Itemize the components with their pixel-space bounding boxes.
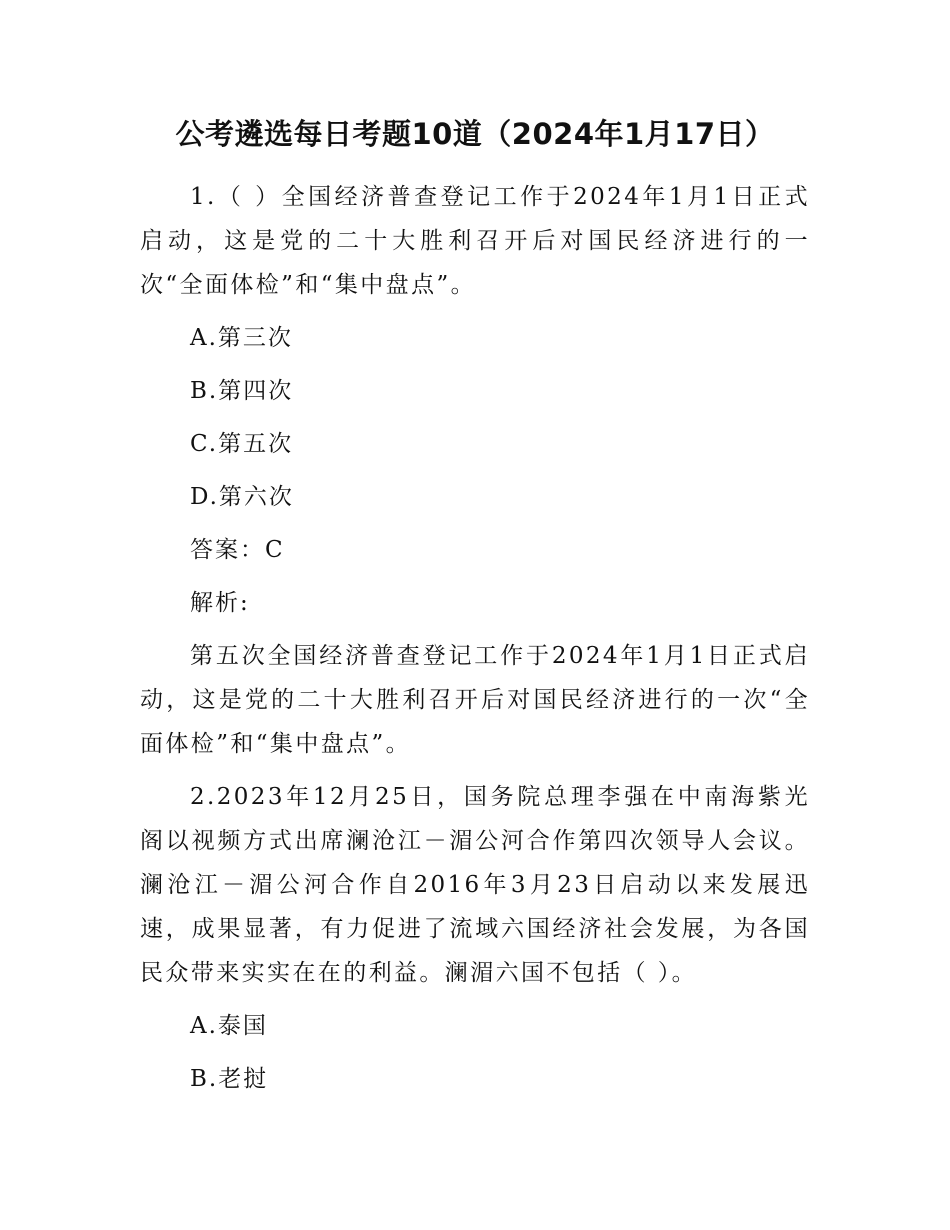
question-1-analysis: 第五次全国经济普查登记工作于2024年1月1日正式启动，这是党的二十大胜利召开后对国民经济进行的一次“全面体检”和“集中盘点”。 <box>140 643 810 757</box>
question-1-answer: 答案：C <box>190 537 285 563</box>
question-1-option-d: D.第六次 <box>190 484 294 510</box>
question-1-option-c: C.第五次 <box>190 431 294 457</box>
question-2-option-a: A.泰国 <box>190 1013 268 1039</box>
question-1-analysis-label: 解析: <box>190 590 250 616</box>
question-1-stem: 1.（ ）全国经济普查登记工作于2024年1月1日正式启动，这是党的二十大胜利召开后对国民经济进行的一次“全面体检”和“集中盘点”。 <box>140 184 810 298</box>
document-body <box>140 175 810 1101</box>
document-title: 公考遴选每日考题10道（2024年1月17日） <box>175 117 775 151</box>
question-1-option-b: B.第四次 <box>190 378 294 404</box>
question-2-option-b: B.老挝 <box>190 1066 269 1092</box>
question-2-stem: 2.2023年12月25日，国务院总理李强在中南海紫光阁以视频方式出席澜沧江－湄公河合作第四次领导人会议。澜沧江－湄公河合作自2016年3月23日启动以来发展迅速，成果显著，有力促进了流域六国经济社会发展，为各国民众带来实实在在的利益。澜湄六国不包括（ ）。 <box>140 784 810 986</box>
question-1-option-a: A.第三次 <box>190 325 293 351</box>
